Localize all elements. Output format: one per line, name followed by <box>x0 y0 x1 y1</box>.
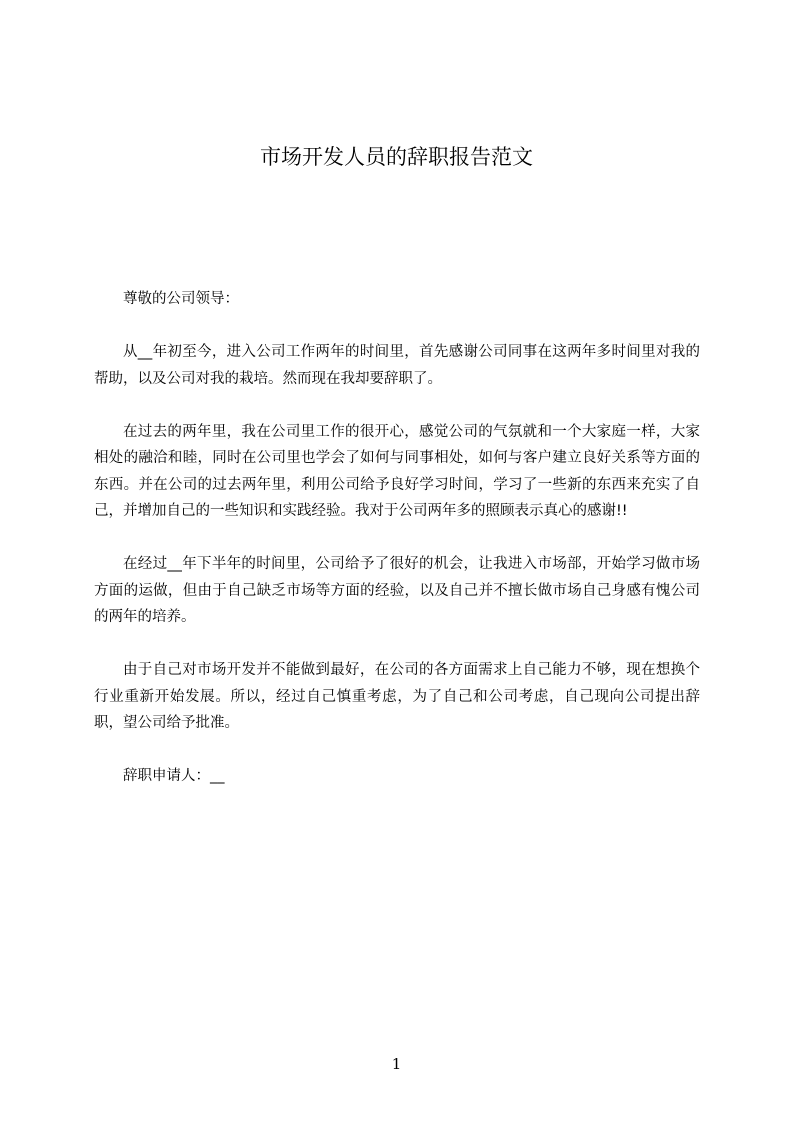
letter-body <box>94 286 700 790</box>
signature-line: 辞职申请人：__ <box>123 768 225 784</box>
paragraph-3: 在经过__年下半年的时间里，公司给予了很好的机会，让我进入市场部，开始学习做市场方面的运做，但由于自己缺乏市场等方面的经验，以及自己并不擅长做市场自己身感有愧公司的两年的培养。 <box>94 556 700 625</box>
paragraph-4: 由于自己对市场开发并不能做到最好，在公司的各方面需求上自己能力不够，现在想换个行业重新开始发展。所以，经过自己慎重考虑，为了自己和公司考虑，自己现向公司提出辞职，望公司给予批准。 <box>94 662 700 731</box>
page-number: 1 <box>391 1055 402 1073</box>
paragraph-1: 从__年初至今，进入公司工作两年的时间里，首先感谢公司同事在这两年多时间里对我的帮助，以及公司对我的栽培。然而现在我却要辞职了。 <box>94 344 700 387</box>
paragraph-2: 在过去的两年里，我在公司里工作的很开心，感觉公司的气氛就和一个大家庭一样，大家相处的融洽和睦，同时在公司里也学会了如何与同事相处，如何与客户建立良好关系等方面的东西。并在公司的过去两年里，利用公司给予良好学习时间，学习了一些新的东西来充实了自己，并增加自己的一些知识和实践经验。我对于公司两年多的照顾表示真心的感谢!! <box>94 423 700 519</box>
document-title: 市场开发人员的辞职报告范文 <box>260 145 533 169</box>
greeting: 尊敬的公司领导： <box>123 291 239 307</box>
